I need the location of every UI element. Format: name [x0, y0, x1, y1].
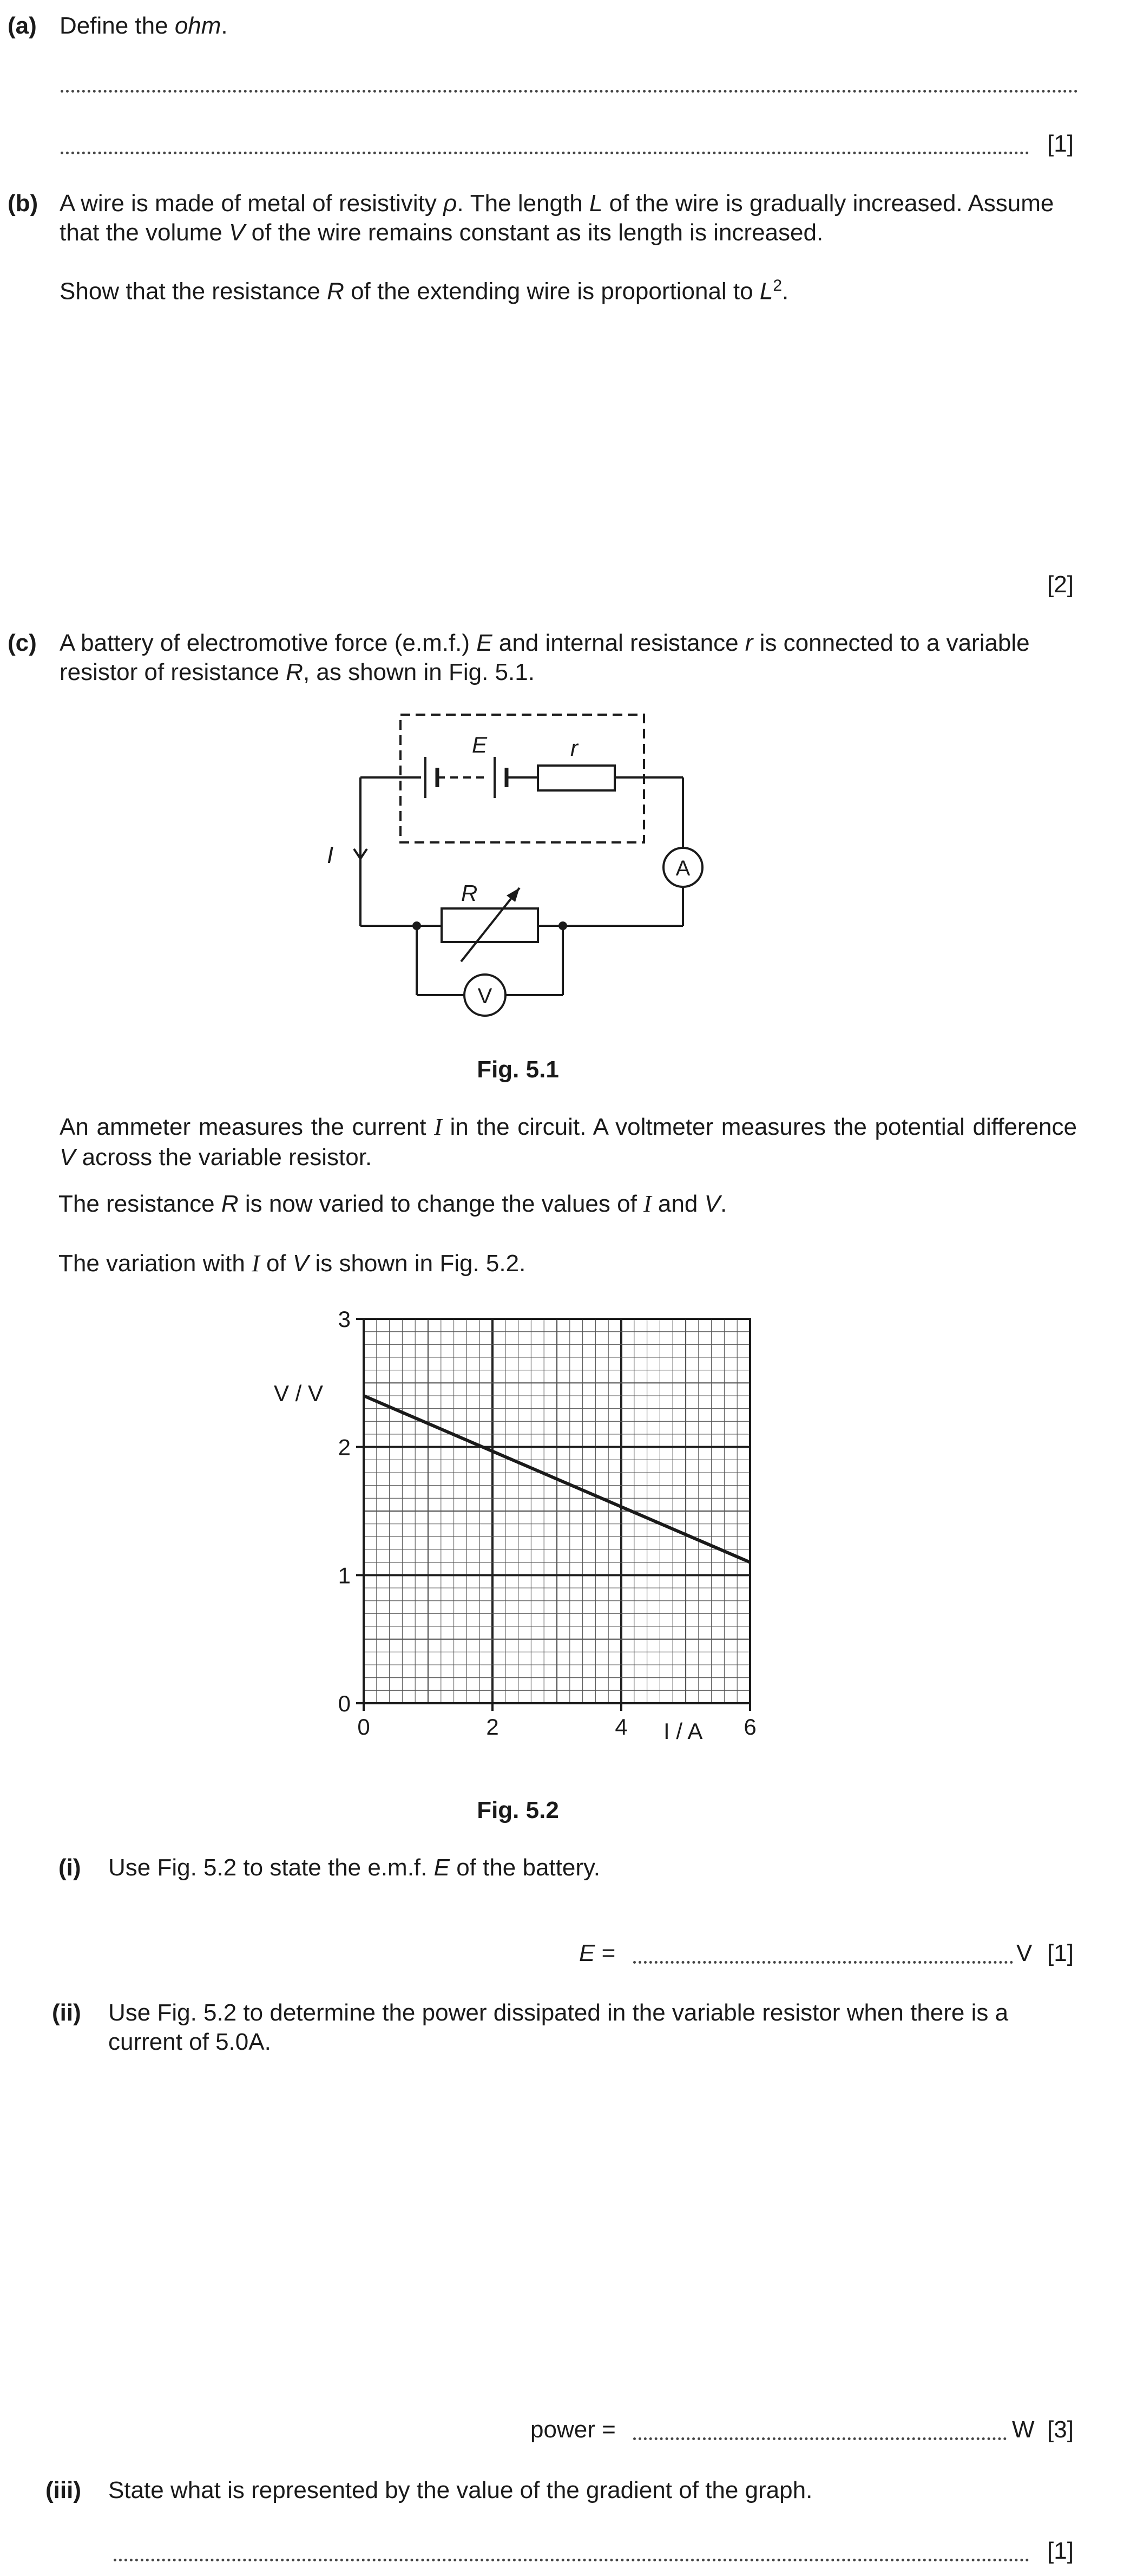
q-ii-line-1: Use Fig. 5.2 to determine the power dissipated in the variable resistor when there is a — [108, 1999, 1009, 2026]
y-tick-label: 1 — [338, 1562, 351, 1588]
part-a-label: (a) — [8, 12, 37, 39]
junction-dot — [412, 921, 421, 930]
label-R: R — [461, 880, 478, 906]
internal-resistor — [538, 766, 615, 790]
q-ii-answer-line[interactable] — [633, 2437, 1007, 2440]
part-c-line-2: resistor of resistance R, as shown in Fig. 5.1. — [60, 659, 535, 685]
x-tick-label: 0 — [357, 1714, 370, 1740]
label-r: r — [570, 735, 578, 761]
q-i-question: Use Fig. 5.2 to state the e.m.f. E of the battery. — [108, 1854, 600, 1881]
q-iii-answer-line[interactable] — [114, 2559, 1029, 2561]
x-tick-label: 4 — [615, 1714, 628, 1740]
part-c-paragraph-2: The resistance R is now varied to change the values of I and V. — [58, 1191, 727, 1217]
part-b-label: (b) — [8, 190, 38, 217]
q-i-unit: V — [1016, 1940, 1033, 1966]
fig-5-2-caption: Fig. 5.2 — [477, 1797, 559, 1823]
x-tick-label: 6 — [744, 1714, 757, 1740]
marks: [2] — [1047, 571, 1074, 598]
circuit-diagram — [0, 0, 1137, 1083]
fig-5-1-caption: Fig. 5.1 — [477, 1056, 559, 1083]
ammeter-label: A — [675, 857, 691, 880]
y-tick-label: 2 — [338, 1434, 351, 1460]
q-i-answer-label: E = — [579, 1940, 616, 1966]
variable-arrow-head — [507, 888, 520, 902]
x-tick-label: 2 — [486, 1714, 499, 1740]
q-ii-line-2: current of 5.0A. — [108, 2029, 271, 2055]
part-c-paragraph-3: The variation with I of V is shown in Fig. 5.2. — [58, 1250, 526, 1277]
q-i-answer-line[interactable] — [633, 1961, 1013, 1964]
marks: [1] — [1047, 130, 1074, 157]
y-tick-label: 0 — [338, 1691, 351, 1716]
graph-fig-5-2 — [0, 1289, 1137, 1776]
x-axis-label: I / A — [663, 1718, 703, 1744]
voltmeter-label: V — [477, 984, 492, 1008]
label-I: I — [327, 842, 334, 868]
part-a-question: Define the ohm. — [60, 12, 228, 39]
q-i-marks: [1] — [1047, 1940, 1074, 1966]
q-ii-marks: [3] — [1047, 2416, 1074, 2443]
part-b-line-1: A wire is made of metal of resistivity ρ. The length L of the wire is gradually increased. Assume — [60, 190, 1054, 217]
q-iii-question: State what is represented by the value of the gradient of the graph. — [108, 2477, 813, 2503]
part-b-line-2: that the volume V of the wire remains constant as its length is increased. — [60, 219, 824, 246]
part-c-label: (c) — [8, 630, 37, 656]
part-c-line-1: A battery of electromotive force (e.m.f.) E and internal resistance r is connected to a variable — [60, 630, 1030, 656]
q-iii-label: (iii) — [45, 2477, 81, 2503]
q-iii-marks: [1] — [1047, 2538, 1074, 2564]
q-ii-unit: W — [1012, 2416, 1035, 2443]
q-ii-label: (ii) — [52, 1999, 81, 2026]
junction-dot — [558, 921, 567, 930]
q-i-label: (i) — [58, 1854, 81, 1881]
part-b-line-3: Show that the resistance R of the extending wire is proportional to $L^2$. — [60, 277, 789, 305]
y-tick-label: 3 — [338, 1306, 351, 1332]
y-axis-label: V / V — [274, 1381, 324, 1406]
q-ii-answer-label: power = — [530, 2416, 616, 2443]
part-c-paragraph-1: An ammeter measures the current I in the circuit. A voltmeter measures the potential difference V across the variable resistor. — [60, 1114, 1077, 1171]
label-E: E — [472, 732, 488, 757]
